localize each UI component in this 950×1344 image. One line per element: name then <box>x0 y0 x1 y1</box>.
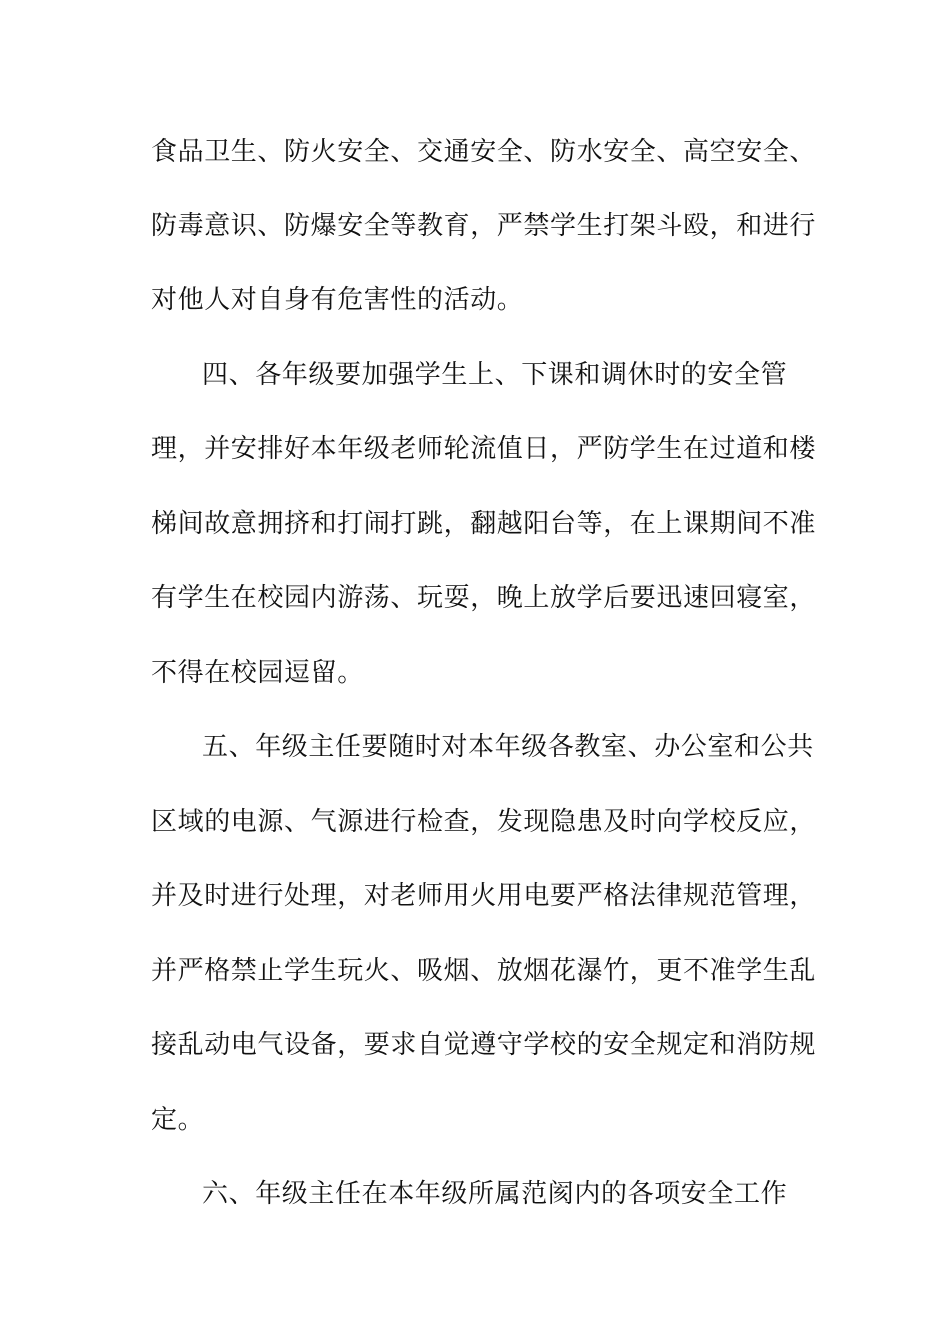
paragraph-start-line: 四、各年级要加强学生上、下课和调休时的安全管 <box>202 360 788 390</box>
text-line: 接乱动电气设备，要求自觉遵守学校的安全规定和消防规 <box>151 1030 817 1060</box>
text-line: 区域的电源、气源进行检查，发现隐患及时向学校反应， <box>151 807 817 837</box>
text-line: 对他人对自身有危害性的活动。 <box>151 285 524 315</box>
text-line: 有学生在校园内游荡、玩耍，晚上放学后要迅速回寝室， <box>151 583 817 613</box>
text-line: 梯间故意拥挤和打闹打跳，翻越阳台等，在上课期间不准 <box>151 509 817 539</box>
text-line: 并严格禁止学生玩火、吸烟、放烟花瀑竹，更不准学生乱 <box>151 956 817 986</box>
text-line: 不得在校园逗留。 <box>151 658 364 688</box>
paragraph-start-line: 六、年级主任在本年级所属范阂内的各项安全工作 <box>202 1179 788 1209</box>
text-line: 定。 <box>151 1105 205 1135</box>
text-line: 并及时进行处理，对老师用火用电要严格法律规范管理， <box>151 881 817 911</box>
text-line: 理，并安排好本年级老师轮流值日，严防学生在过道和楼 <box>151 434 817 464</box>
text-line: 食品卫生、防火安全、交通安全、防水安全、高空安全、 <box>151 137 817 167</box>
paragraph-start-line: 五、年级主任要随时对本年级各教室、办公室和公共 <box>202 732 814 762</box>
text-line: 防毒意识、防爆安全等教育，严禁学生打架斗殴，和进行 <box>151 211 817 241</box>
